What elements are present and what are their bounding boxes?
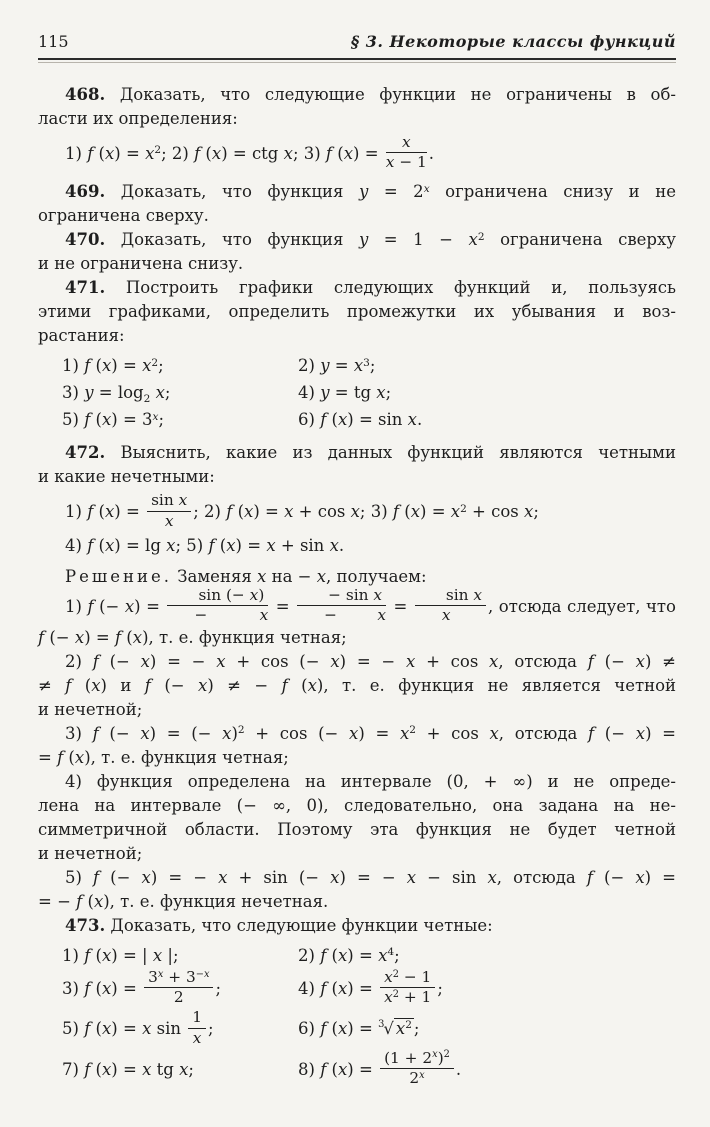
math-italic: f [84,1019,91,1039]
text-line: и какие нечетными: [38,467,215,487]
text-line: 471. Построить графики следующих функций и, пользуясь [65,278,676,298]
math-italic: x [284,502,294,522]
formula-right: 6) f (x) = sin x. [298,410,423,430]
math-italic: x [140,652,150,672]
math-italic: x [373,585,383,604]
superscript: 2 [409,724,416,737]
text-line: лена на интервале (− ∞, 0), следовательно, она задана на не- [38,796,676,816]
math-italic: x [211,144,222,164]
fraction [142,969,215,1006]
fraction-numerator: $(1 + 2^x)^2$ [380,1050,454,1069]
formula-row [62,381,676,405]
math-italic: x [376,383,386,403]
math-italic: y [358,230,369,250]
fraction-numerator [386,134,427,153]
math-italic: f [320,1059,327,1079]
math-italic: x [395,1018,406,1038]
math-italic: f [320,946,327,966]
math-italic: x [124,596,135,616]
math-italic: f [93,868,100,888]
math-italic: f [114,628,122,648]
math-italic: y [84,383,94,403]
math-italic: x [377,605,387,624]
problem-469 [38,180,676,228]
superscript: 2 [154,144,162,157]
math-italic: x [410,502,421,522]
math-italic: x [330,652,340,672]
formula-left: 1) f $(x) = x^2$; [62,356,164,376]
math-italic: x [91,676,101,696]
math-italic: x [337,946,348,966]
math-italic: x [316,566,327,586]
superscript: x [157,968,164,980]
header-rule [38,58,676,60]
formula-right: 4) f (x) = $\frac{x^2 - 1}{x^2 + 1}$ ; [298,968,443,1007]
text-line: и нечетной; [38,844,143,864]
radical: $^3$√ $x^2$ [378,1018,412,1038]
math-italic: x [378,946,388,966]
problem-470 [38,228,676,276]
fraction-numerator: sin x [147,492,191,511]
formula-line: 4) f (x) = lg x; 5) f (x) = x + sin x. [65,535,345,555]
math-italic: x [330,868,340,888]
math-italic: f [84,410,91,430]
formula-right: 8) f (x) = $\frac{(1 + 2^x)^2}{2^x}$ . [298,1048,462,1087]
math-italic: f [281,676,288,696]
radical-degree: 3 [378,1019,385,1031]
math-italic: x [104,144,115,164]
math-italic: x [337,1018,348,1038]
math-italic: x [226,535,236,555]
math-italic: x [473,585,483,604]
formulas-472 [65,491,676,557]
text-line: 469. Доказать, что функция $y = 2^x$ ограничена снизу и не [65,182,676,202]
math-italic: x [450,502,461,522]
math-italic: x [406,652,416,672]
math-italic: x [350,502,360,522]
math-italic: x [101,946,112,966]
math-italic: x [152,946,163,966]
formula-row [62,408,676,432]
superscript: x [152,410,159,423]
math-italic: x [104,502,115,522]
fraction-numerator: sin (− x) [167,587,268,606]
math-italic: x [329,535,339,555]
math-italic: x [101,356,112,376]
math-italic: x [244,502,254,522]
math-italic: f [87,596,94,616]
formula-left: 5) f (x) = x sin $\frac{1}{x}$ ; [62,1008,214,1047]
text-line: этими графиками, определить промежутки их убывания и воз- [38,302,676,322]
fraction-denominator: 2$^x$ [409,1068,425,1087]
superscript: 2 [237,724,245,737]
header-rule-thin [38,62,676,63]
fraction-numerator: $3^x + 3^{-x}$ [144,969,213,988]
text-line: ≠ f (x) и f (− x) ≠ − f (x), т. е. функция не является четной [38,676,677,696]
text-line: и нечетной; [38,700,143,720]
math-italic: x [93,892,104,912]
math-italic: x [140,724,150,744]
problem-471 [38,276,676,348]
math-italic: x [142,356,152,376]
text-line: = f (x), т. е. функция четная; [38,748,289,768]
solution-2 [38,650,676,722]
math-italic: x [249,585,259,604]
fraction-numerator: 1 [188,1009,206,1028]
fraction [378,969,437,1006]
math-italic: x [101,979,112,999]
text-line: 473. Доказать, что следующие функции четные: [65,916,493,936]
fraction [295,587,388,624]
math-italic: x [384,988,393,1007]
superscript: 2 [477,230,485,243]
text-line: Решение. Заменяя x на − x, получаем: [65,566,427,586]
math-italic: x [101,1060,112,1080]
math-italic: f [588,724,595,744]
math-italic: x [635,652,645,672]
math-italic: x [407,410,417,430]
math-italic: x [337,410,348,430]
superscript: x [423,182,430,195]
fraction-denominator: − x [324,605,387,624]
math-italic: f [194,144,201,164]
text-line: = − f (x), т. е. функция нечетная. [38,892,329,912]
math-italic: f [92,652,99,672]
math-italic: x [406,868,417,888]
math-italic: x [179,1060,189,1080]
text-line: 4) функция определена на интервале (0, + ∞) и не опреде- [65,772,676,792]
math-italic: x [283,144,293,164]
text-line: 3) f (− x) = (− x)$^2$ + cos (− $x) = x^2 + \cos x$, отсюда f (− x) = [65,724,676,744]
problem-468 [38,83,676,131]
text-line: и не ограничена снизу. [38,254,244,274]
text-line: растания: [38,326,125,346]
fraction-numerator: sin x [415,587,486,606]
fraction-numerator: $x^2 - 1$ [380,969,435,988]
math-italic: x [257,566,267,586]
fraction [165,587,270,624]
text-line: 1) f (− x) = $\frac{\sin (- x)}{- x}$ = $\frac{\text{− sin x}}{- x}$ = $\frac{\text{sin x}}{x}$ , отсюда следует, что [65,585,676,624]
math-italic: x [385,153,395,172]
fraction-denominator [188,1029,206,1047]
math-italic: x [259,605,269,624]
solution-1 [38,585,676,650]
math-italic: f [586,868,593,888]
problem-number: 472. [65,443,106,463]
math-italic: x [198,676,208,696]
problem-number: 469. [65,182,106,202]
formula-row [62,968,676,1008]
text-line: 472. Выяснить, какие из данных функций являются четными [65,443,676,463]
math-italic: x [307,676,317,696]
math-italic: x [353,356,364,376]
math-italic: f [144,676,151,696]
fraction-denominator: − x [194,605,269,624]
text-line: ласти их определения: [38,109,238,128]
math-italic: x [101,1019,112,1039]
math-italic: y [320,383,330,403]
text-line: ограничена сверху. [38,206,209,226]
formula-row [62,1048,676,1089]
math-italic: x [266,535,276,555]
math-italic: x [337,1059,348,1079]
text-line: 5) f (− x) = − x + sin (− x) = − x − sin x, отсюда f (− x) = [65,868,676,888]
fraction-denominator: x − 1 [385,153,427,172]
math-italic: x [489,652,499,672]
text-line: 470. Доказать, что функция $y = 1 - x^2$ ограничена сверху [65,230,676,250]
section-title: § 3. Некоторые классы функций [350,32,676,51]
page-header [38,30,676,54]
math-italic: f [320,979,327,999]
math-italic: y [320,356,330,376]
fraction-denominator: $x^2 + 1$ [384,988,432,1007]
math-italic: f [92,724,99,744]
math-italic: f [84,1060,91,1080]
text-line: симметричной области. Поэтому эта функция не будет четной [38,820,676,840]
math-italic: x [74,748,85,768]
text-line: f (− x) = f (x), т. е. функция четная; [38,628,347,648]
math-italic: x [145,144,155,164]
math-italic: f [87,535,94,555]
math-italic: x [164,511,174,530]
solution-3 [38,722,676,770]
formula-line: 1) f (x) = $\frac{\text{sin x}}{x}$ ; 2) f (x) = x + cos x; 3) f $(x) = x^2 + \cos x$; [65,491,539,530]
math-italic: x [218,868,228,888]
formulas-471 [62,354,676,432]
superscript: x [419,1069,425,1081]
fraction-denominator: 2 [173,988,184,1007]
fraction [145,492,193,529]
math-italic: f [84,946,91,966]
math-italic: x [487,868,497,888]
math-italic: x [222,724,232,744]
math-italic: x [384,968,393,987]
superscript: 2 [443,1049,450,1061]
fraction [384,134,429,171]
solution-5 [38,866,676,914]
math-italic: x [489,724,499,744]
math-italic: x [337,979,348,999]
formula-left: 3) f (x) = $\frac{3^x + 3^{-x}}{2}$ ; [62,968,222,1007]
math-italic: f [76,892,83,912]
superscript: −x [195,968,210,980]
text-line: 2) f (− x) = − x + cos (− x) = − x + cos x, отсюда f (− x) ≠ [65,652,677,672]
solution-4 [38,770,676,866]
math-italic: f [226,502,233,522]
superscript: 2 [392,968,399,980]
page-content [38,83,676,1089]
radicand [394,1018,414,1038]
fraction-denominator [415,606,486,624]
text-line: 468. Доказать, что следующие функции не ограничены в об- [65,85,676,104]
math-italic: x [141,868,151,888]
math-italic: f [208,535,215,555]
formulas-468 [65,133,676,173]
math-italic: f [87,144,94,164]
math-italic: x [399,724,410,744]
math-italic: x [101,410,112,430]
math-italic: x [468,230,478,250]
formula-row [62,944,676,968]
formula-right: 2) $y = x^3$; [298,356,376,376]
math-italic: x [343,144,354,164]
problem-number: 470. [65,230,106,250]
formula-right: 2) f $(x) = x^4$; [298,946,400,966]
math-italic: x [524,502,534,522]
emphasized-word: Решение. [65,566,172,586]
formula-right: 6) f (x) = $^3$√ $x^2$ ; [298,1018,420,1038]
formula-left: 3) y = log2 x; [62,383,171,405]
formula-row [62,1008,676,1048]
math-italic: x [192,1028,202,1047]
math-italic: f [320,410,327,430]
superscript: 2 [151,356,159,369]
fraction-denominator [147,512,191,530]
math-italic: x [142,1019,152,1039]
math-italic: x [74,628,85,648]
problem-number: 473. [65,916,106,936]
formula-left: 5) f $(x) = 3^x$; [62,410,165,430]
math-italic: x [132,628,143,648]
math-italic: f [38,628,45,648]
math-italic: f [84,979,91,999]
math-italic: f [325,144,333,164]
superscript: 2 [460,502,467,515]
formula-left: 7) f (x) = x tg x; [62,1060,194,1080]
math-italic: f [84,356,91,376]
math-italic: x [178,491,188,510]
formula-left: 1) f (x) = | x |; [62,946,179,966]
math-italic: x [216,652,226,672]
math-italic: x [155,383,165,403]
math-italic: f [320,1018,327,1038]
math-italic: x [142,1060,152,1080]
math-italic: f [392,502,400,522]
superscript: 2 [405,1018,412,1031]
problem-number: 468. [65,85,106,104]
math-italic: f [65,676,72,696]
formulas-473 [62,944,676,1089]
math-italic: x [166,535,176,555]
superscript: x [432,1049,438,1061]
formula-right: 4) y = tg x; [298,383,392,403]
superscript: 4 [387,946,395,959]
formula-line: 1) f $(x) = x^2$; 2) f (x) = ctg x; 3) f (x) = $\frac{x}{x - 1}$ . [65,133,435,172]
superscript: 2 [392,988,399,1000]
math-italic: x [401,133,411,151]
math-italic: x [635,724,646,744]
superscript: 3 [363,356,370,369]
fraction [378,1050,456,1087]
math-italic: f [57,748,64,768]
math-italic: y [358,182,369,202]
problem-473 [38,914,676,938]
math-italic: f [587,652,594,672]
math-italic: x [635,868,645,888]
math-italic: x [104,535,115,555]
math-italic: x [349,724,359,744]
math-italic: x [441,605,451,624]
problem-number: 471. [65,278,106,298]
fraction-numerator: − sin x [297,587,386,606]
formula-row [62,354,676,378]
fraction [413,587,488,624]
page-number: 115 [38,32,69,51]
math-italic: f [87,502,94,522]
problem-472 [38,441,676,489]
fraction [186,1009,208,1046]
subscript: 2 [143,392,151,405]
